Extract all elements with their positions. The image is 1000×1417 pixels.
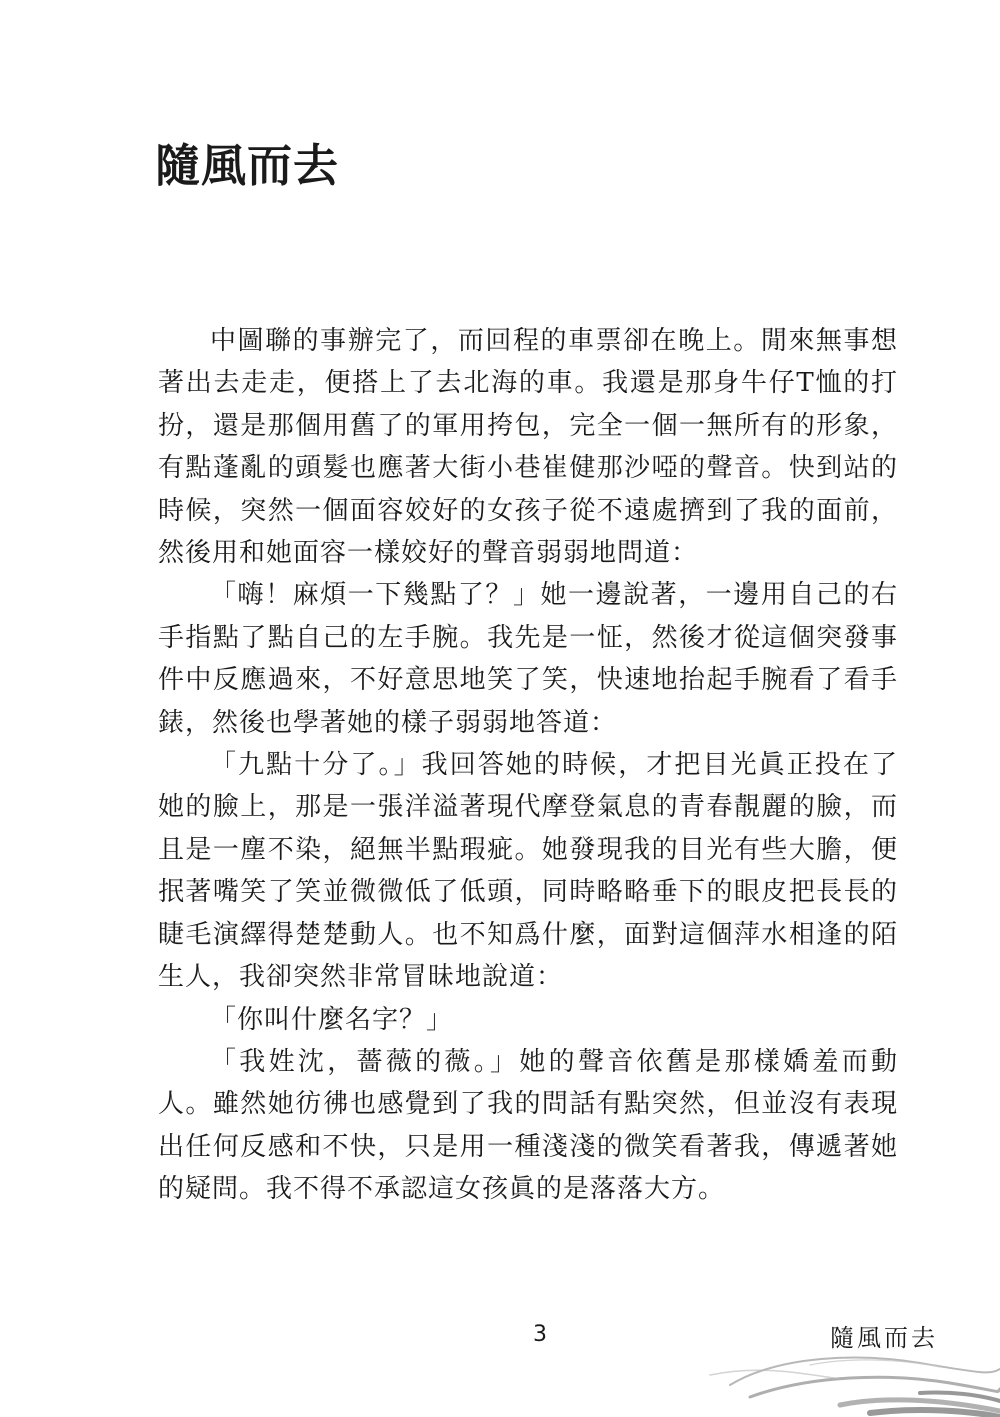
paragraph: 「我姓沈，薔薇的薇。」她的聲音依舊是那樣嬌羞而動人。雖然她彷彿也感覺到了我的問話有點突然，但並沒有表現出任何反感和不快，只是用一種淺淺的微笑看著我，傳遞著她的疑問。我不得不承認這女孩眞的是落落大方。 bbox=[158, 1046, 898, 1205]
paragraph: 「你叫什麼名字？」 bbox=[210, 1004, 454, 1035]
paragraph: 中圖聯的事辦完了，而回程的車票卻在晚上。閒來無事想著出去走走，便搭上了去北海的車。我還是那身牛仔T恤的打扮，還是那個用舊了的軍用挎包，完全一個一無所有的形象，有點蓬亂的頭髮也應著大街小巷崔健那沙啞的聲音。快到站的時候，突然一個面容姣好的女孩子從不遠處擠到了我的面前，然後用和她面容一樣姣好的聲音弱弱地問道： bbox=[158, 326, 898, 569]
paragraph: 「九點十分了。」我回答她的時候，才把目光眞正投在了她的臉上，那是一張洋溢著現代摩登氣息的青春靚麗的臉，而且是一塵不染，絕無半點瑕疵。她發現我的目光有些大膽，便抿著嘴笑了笑並微微低了低頭，同時略略垂下的眼皮把長長的睫毛演繹得楚楚動人。也不知爲什麼，面對這個萍水相逢的陌生人，我卻突然非常冒昧地說道： bbox=[158, 750, 898, 993]
body-text bbox=[158, 320, 898, 1211]
chapter-title: 隨風而去 bbox=[155, 139, 340, 192]
ink-swirl-decoration bbox=[690, 1335, 1000, 1417]
page-number: 3 bbox=[533, 1322, 547, 1347]
running-head: 隨風而去 bbox=[830, 1324, 938, 1352]
paragraph: 「嗨！麻煩一下幾點了？」她一邊說著，一邊用自己的右手指點了點自己的左手腕。我先是一怔，然後才從這個突發事件中反應過來，不好意思地笑了笑，快速地抬起手腕看了看手錶，然後也學著她的樣子弱弱地答道： bbox=[158, 580, 898, 738]
